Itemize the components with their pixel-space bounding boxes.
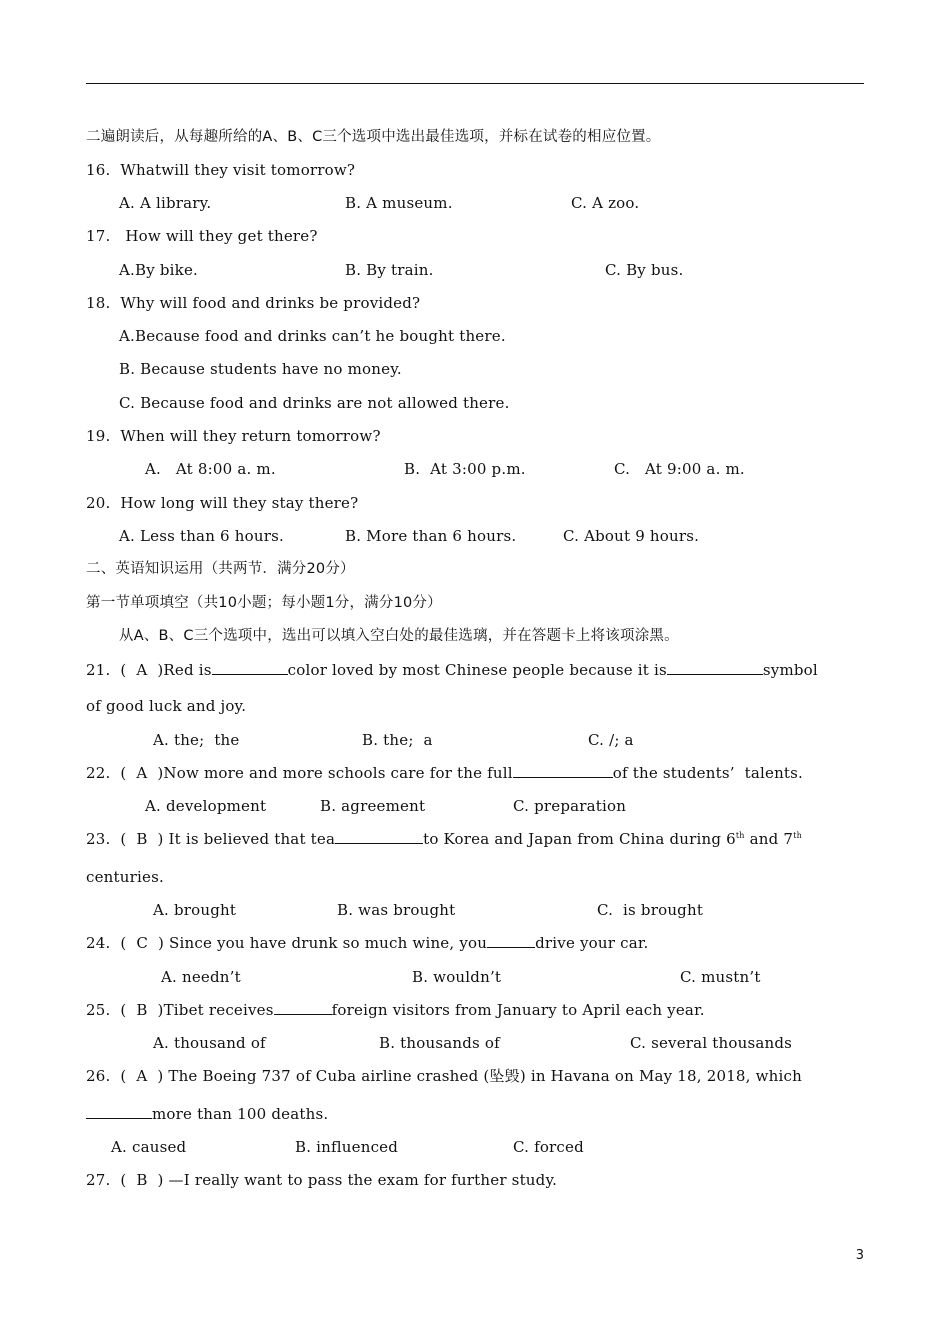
option-16-b: B. A museum. [345, 194, 453, 212]
option-18-c: C. Because food and drinks are not allowed there. [119, 394, 510, 412]
option-24-c: C. mustn’t [680, 968, 761, 986]
option-21-a: A. the; the [153, 731, 240, 749]
option-22-a: A. development [145, 797, 267, 815]
option-24-a: A. needn’t [161, 968, 241, 986]
option-16-c: C. A zoo. [571, 194, 640, 212]
answer-blank [667, 660, 763, 675]
option-18-b: B. Because students have no money. [119, 360, 402, 378]
header-rule [86, 83, 864, 84]
question-20: 20. How long will they stay there? [86, 494, 359, 512]
question-25: 25. ( B )Tibet receives foreign visitors from January to April each year. [86, 1001, 705, 1019]
question-16: 16. Whatwill they visit tomorrow? [86, 161, 356, 179]
option-19-a: A. At 8:00 a. m. [145, 460, 276, 478]
section-2-title: 二、英语知识运用（共两节．满分20分） [86, 561, 355, 577]
option-16-a: A. A library. [119, 194, 212, 212]
question-19: 19. When will they return tomorrow? [86, 427, 381, 445]
option-21-c: C. /; a [588, 731, 634, 749]
option-26-a: A. caused [111, 1138, 187, 1156]
question-24: 24. ( C ) Since you have drunk so much wine, you drive your car. [86, 934, 649, 952]
option-25-c: C. several thousands [630, 1034, 793, 1052]
option-20-a: A. Less than 6 hours. [119, 527, 284, 545]
option-22-b: B. agreement [320, 797, 426, 815]
option-26-b: B. influenced [295, 1138, 399, 1156]
question-23-continued: centuries. [86, 868, 164, 886]
question-23: 23. ( B ) It is believed that tea to Korea and Japan from China during 6th and 7th [86, 830, 802, 848]
answer-blank [274, 1000, 332, 1015]
option-17-a: A.By bike. [119, 261, 198, 279]
page-number: 3 [855, 1248, 864, 1263]
question-21: 21. ( A )Red is color loved by most Chinese people because it is symbol [86, 661, 818, 679]
option-23-a: A. brought [153, 901, 237, 919]
answer-blank [487, 933, 535, 948]
option-25-a: A. thousand of [153, 1034, 266, 1052]
answer-blank [86, 1104, 152, 1119]
option-20-b: B. More than 6 hours. [345, 527, 517, 545]
option-19-c: C. At 9:00 a. m. [614, 460, 745, 478]
option-19-b: B. At 3:00 p.m. [404, 460, 526, 478]
option-23-b: B. was brought [337, 901, 456, 919]
question-17: 17. How will they get there? [86, 227, 318, 245]
option-22-c: C. preparation [513, 797, 627, 815]
listening-intro: 二遍朗读后，从每趣所给的A、B、C三个选项中选出最佳选项，并标在试卷的相应位置。 [86, 129, 661, 145]
option-26-c: C. forced [513, 1138, 584, 1156]
option-17-c: C. By bus. [605, 261, 684, 279]
option-24-b: B. wouldn’t [412, 968, 502, 986]
section-2-part-1-title: 第一节单项填空（共10小题；每小题1分，满分10分） [86, 595, 442, 611]
question-18: 18. Why will food and drinks be provided? [86, 294, 421, 312]
answer-blank [335, 829, 423, 844]
answer-blank [513, 763, 613, 778]
question-27: 27. ( B ) —I really want to pass the exam for further study. [86, 1171, 558, 1189]
question-26: 26. ( A ) The Boeing 737 of Cuba airline crashed (坠毁) in Havana on May 18, 2018, which [86, 1067, 802, 1085]
answer-blank [212, 660, 288, 675]
option-20-c: C. About 9 hours. [563, 527, 700, 545]
question-26-continued: more than 100 deaths. [86, 1104, 328, 1124]
option-25-b: B. thousands of [379, 1034, 500, 1052]
section-2-instructions: 从A、B、C三个选项中，选出可以填入空白处的最佳选璃，并在答题卡上将该项涂黑。 [119, 628, 679, 644]
option-18-a: A.Because food and drinks can’t he bought there. [119, 327, 506, 345]
option-21-b: B. the; a [362, 731, 433, 749]
question-22: 22. ( A )Now more and more schools care for the full of the students’ talents. [86, 764, 804, 782]
option-17-b: B. By train. [345, 261, 434, 279]
option-23-c: C. is brought [597, 901, 704, 919]
question-21-continued: of good luck and joy. [86, 697, 247, 715]
